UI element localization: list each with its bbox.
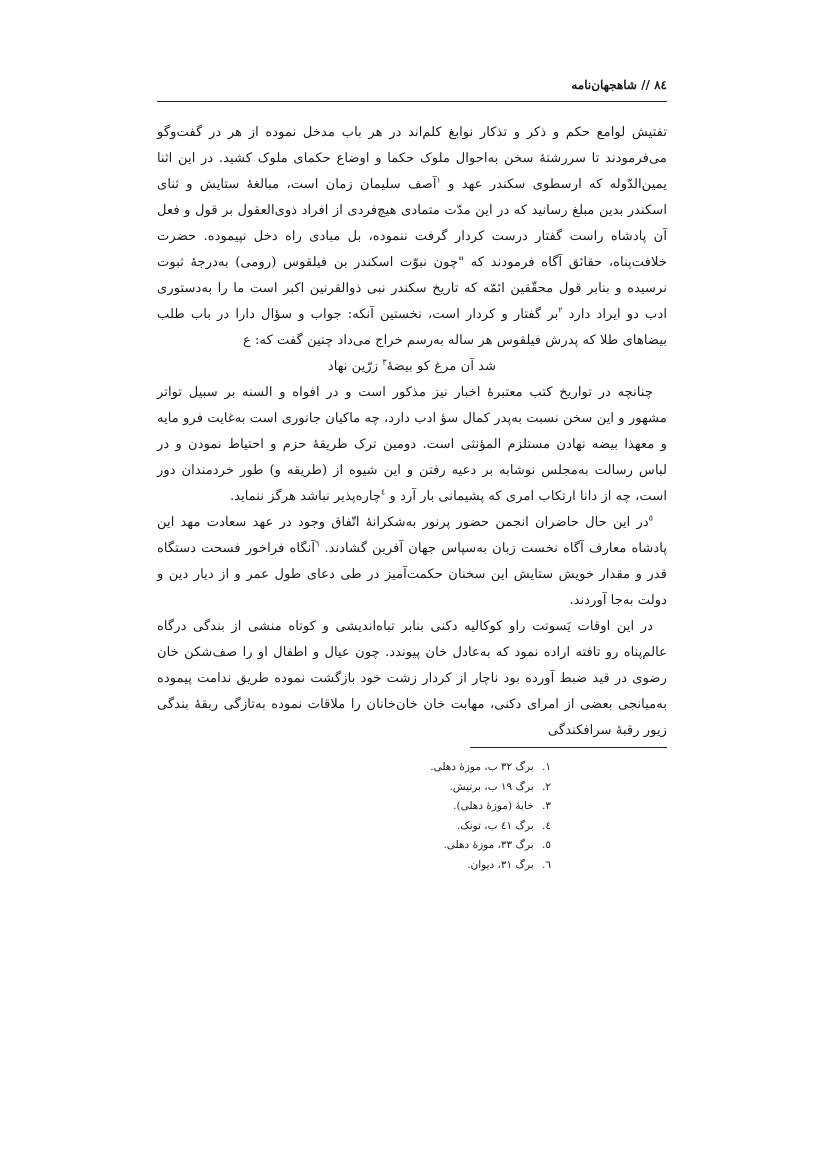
footnote-ref-5[interactable]: ٥ bbox=[648, 513, 653, 523]
footnote-ref-3[interactable]: ٣ bbox=[382, 357, 387, 367]
paragraph-3: $^٥$در این حال حاضران انجمن حضور پرنور به‌شکرانهٔ اتّفاق وجود در عهد سعادت مهد این پادشاه معارف آگاه نخست زبان به‌سپاس جهان آفرین گشادند. $^٦$آنگاه فراخور فسحت دستگاه قدر و مقدار خویش ستایش این سخنان حکمت‌آمیز در طی دعای طول عمر و از دیار دین و دولت به‌جا آوردند. bbox=[157, 513, 667, 608]
footnote-ref-2[interactable]: ٢ bbox=[558, 305, 563, 315]
paragraph-2: چنانچه در تواریخ کتب معتبرهٔ اخبار نیز مذکور است و در افواه و السنه بر سبیل تواتر مشهور و این سخن نسبت به‌پدر کمال سؤ ادب دارد، چه ماکیان جانوری است به‌غایت فرو مایه و معهذا بیضه نهادن مستلزم المؤنثی است. دومین ترک طریقهٔ حزم و احتیاط نمودن و در لباس رسالت به‌مجلس نوشابه بر دعیه رفتن و این شیوه از (طریقه و) طور خردمندان دور است، چه از دانا ارتکاب امری که پشیمانی بار آرد و $^٤$چاره‌پذیر نباشد هرگز ننماید. bbox=[157, 385, 667, 504]
footnote-rule bbox=[470, 747, 667, 748]
running-header: ٨٤ // شاهجهان‌نامه bbox=[571, 78, 667, 92]
header-rule bbox=[157, 101, 667, 102]
footnote-2: ٢. برگ ١٩ ب، برتیش. bbox=[449, 780, 551, 793]
footnotes bbox=[157, 758, 667, 875]
footnote-ref-4[interactable]: ٤ bbox=[381, 487, 386, 497]
footnote-6: ٦. برگ ٣١، دیوان. bbox=[467, 858, 551, 871]
footnote-1: ١. برگ ٣٢ ب، موزهٔ دهلی. bbox=[430, 761, 551, 773]
main-text bbox=[157, 120, 667, 744]
footnote-4: ٤. برگ ٤١ ب، تونک. bbox=[456, 819, 551, 832]
footnote-5: ٥. برگ ٣٣، موزهٔ دهلی. bbox=[443, 839, 551, 851]
footnote-3: ٣. خایهٔ (موزهٔ دهلی). bbox=[453, 800, 551, 812]
verse-line: شد آن مرغ کو بیضهٔ$^٣$ زرّین نهاد bbox=[327, 357, 497, 374]
footnote-ref-6[interactable]: ٦ bbox=[315, 539, 320, 549]
paragraph-1: تفتیش لوامع حکم و ذکر و تذکار نوابغ کلم‌اند در هر باب مدخل نموده از هر در گفت‌وگو می‌فرمودند تا سررشتهٔ سخن به‌احوال ملوک حکما و اوضاع حکمای ملوک کشید. در این اثنا یمین‌الدّوله که ارسطوی سکندر عهد و $^١$آصف سلیمان زمان است، مبالغهٔ ستایش و ثنای اسکندر بدین مبلغ رسانید که در این مدّت متمادی هیچ‌فردی از افراد ذوی‌العقول بر قول و فعل آن پادشاه راست گفتار درست کردار گرفت ننموده، بل مبادی راه دخل نپیموده. حضرت خلافت‌پناه، حقائق آگاه فرمودند که "چون نبوّت اسکندر بن فیلقوس (رومی) به‌درجهٔ ثبوت نرسیده و بنابر قول محقّقین ائمّه که تاریخ سکندر نبی ذوالقرنین اکبر است ما را به‌دستوری ادب دو ایراد دارد $^٢$بر گفتار و کردار است، نخستین آنکه: جواب و سؤال دارا در باب طلب بیضاهای طلا که پدرش فیلقوس هر ساله به‌رسم خراج می‌داد چنین گفت که: ع bbox=[157, 125, 667, 348]
paragraph-4: در این اوقات یَسوتت راو کوکالیه دکنی بنابر تباه‌اندیشی و کوتاه منشی از بندگی درگاه عالم‌پناه رو تافته اراده نمود که به‌عادل خان پیوندد. چون عیال و اطفال او را صف‌شکن خان رضوی در قید ضبط آورده بود ناچار از کردار زشت خود بازگشت نموده طریق ندامت پیموده به‌میانجی بعضی از امرای دکنی، مهابت خان خان‌خانان را ملاقات نموده به‌تازگی ربقهٔ بندگی زیور رقبهٔ سرافکندگی bbox=[157, 619, 667, 738]
footnote-ref-1[interactable]: ١ bbox=[436, 175, 441, 185]
